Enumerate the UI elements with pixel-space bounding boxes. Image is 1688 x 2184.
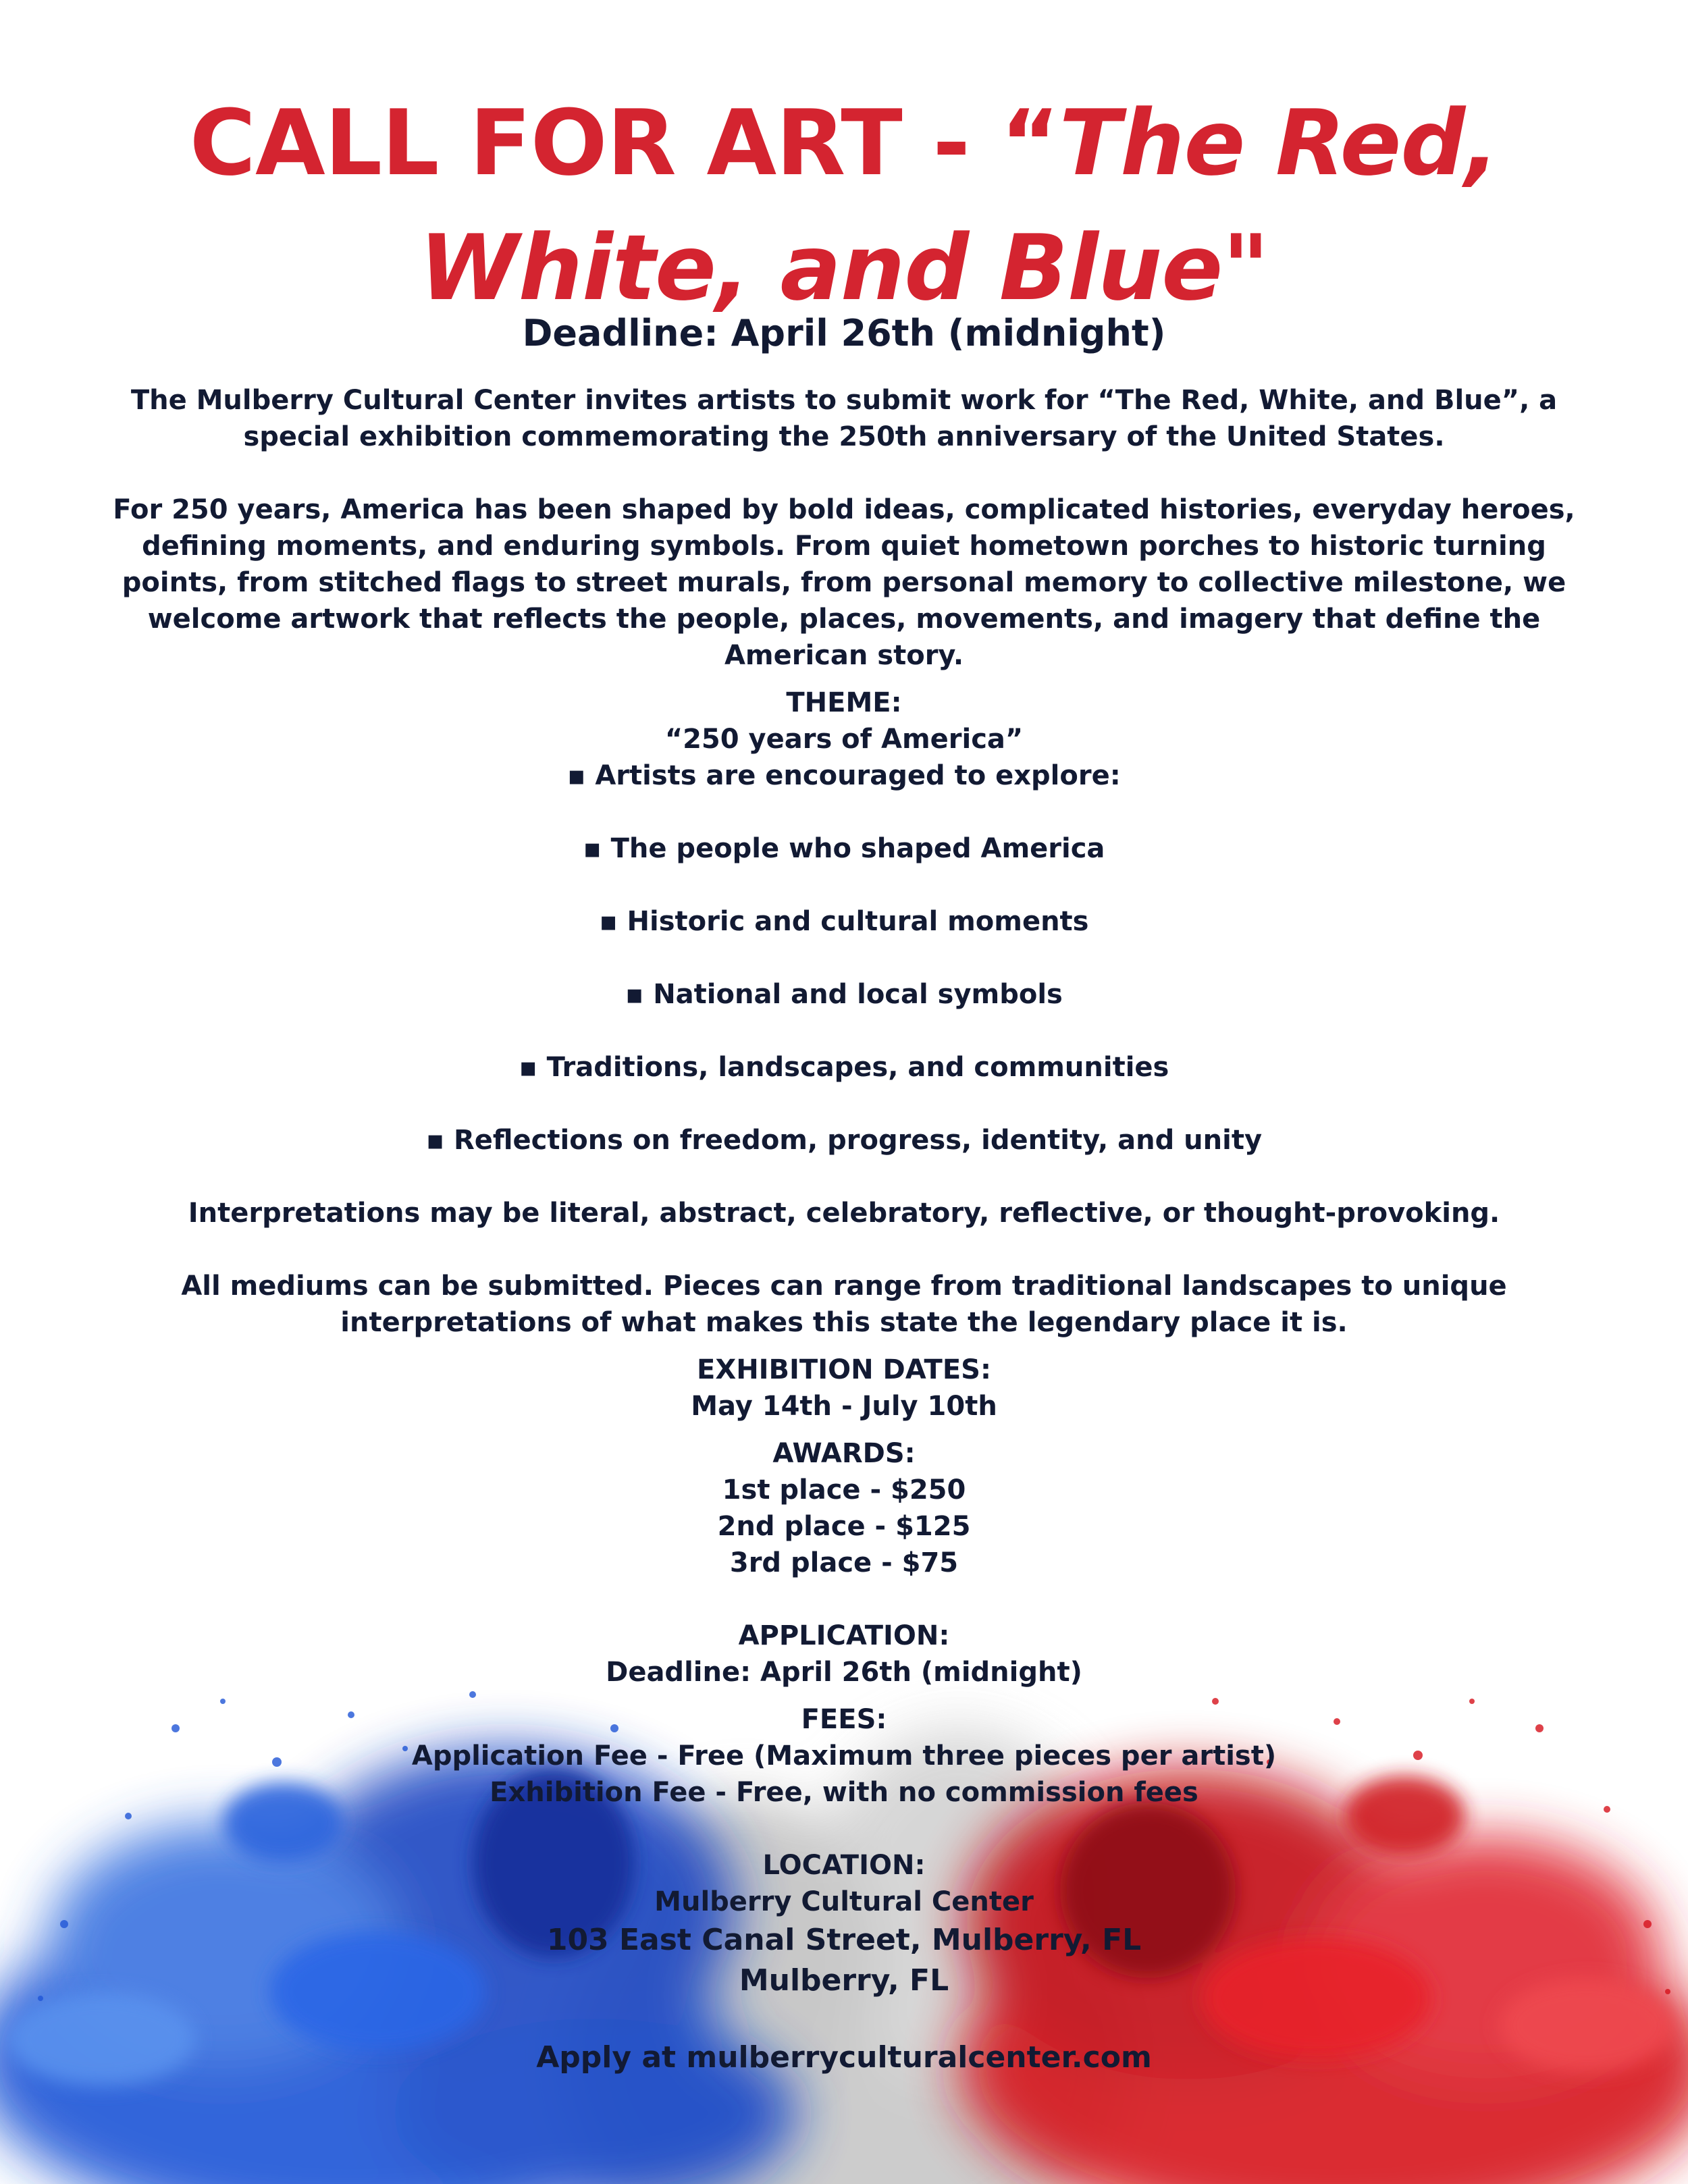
apply-link[interactable]: Apply at mulberryculturalcenter.com xyxy=(536,2040,1152,2075)
title-exhibition-name: The Red, White, and Blue xyxy=(419,90,1499,321)
fees-heading: FEES: xyxy=(801,1704,887,1735)
application-heading: APPLICATION: xyxy=(738,1620,950,1651)
fee-exhibition: Exhibition Fee - Free, with no commission fees xyxy=(490,1777,1198,1808)
award-second: 2nd place - $125 xyxy=(717,1511,971,1542)
fee-application: Application Fee - Free (Maximum three pieces per artist) xyxy=(411,1740,1277,1772)
theme-prompt: ▪ Artists are encouraged to explore: xyxy=(567,760,1121,791)
theme-name: “250 years of America” xyxy=(664,724,1024,755)
intro-paragraph: The Mulberry Cultural Center invites artists to submit work for “The Red, White, and Blue”, a special exhibition commemorating the 250th anniversary of the United States. xyxy=(130,385,1558,452)
application-deadline: Deadline: April 26th (midnight) xyxy=(606,1657,1082,1688)
mediums-text: All mediums can be submitted. Pieces can range from traditional landscapes to unique interpretations of what makes this state the legendary place it is. xyxy=(181,1271,1507,1338)
theme-item: ▪ Traditions, landscapes, and communities xyxy=(519,1052,1169,1083)
deadline-header: Deadline: April 26th (midnight) xyxy=(522,312,1166,354)
location-heading: LOCATION: xyxy=(762,1850,926,1881)
award-third: 3rd place - $75 xyxy=(729,1547,959,1578)
location-name: Mulberry Cultural Center xyxy=(654,1886,1034,1917)
title-suffix: " xyxy=(1222,215,1269,321)
main-body xyxy=(95,382,1593,2078)
theme-item: ▪ The people who shaped America xyxy=(583,833,1105,864)
theme-item: ▪ Reflections on freedom, progress, identity, and unity xyxy=(425,1125,1263,1156)
page-title xyxy=(101,81,1587,331)
theme-item: ▪ Historic and cultural moments xyxy=(599,906,1089,937)
interpretations-text: Interpretations may be literal, abstract, celebratory, reflective, or thought-provoking. xyxy=(188,1198,1500,1229)
award-first: 1st place - $250 xyxy=(722,1474,966,1506)
exhibition-heading: EXHIBITION DATES: xyxy=(697,1354,991,1385)
awards-heading: AWARDS: xyxy=(772,1438,916,1469)
location-address: 103 East Canal Street, Mulberry, FL xyxy=(546,1923,1142,1957)
description-paragraph: For 250 years, America has been shaped by bold ideas, complicated histories, everyday heroes, defining moments, and enduring symbols. From quiet hometown porches to historic turning points, from stitched flags to street murals, from personal memory to collective milestone, we welcome artwork that reflects the people, places, movements, and imagery that define the American story. xyxy=(113,494,1575,671)
exhibition-dates: May 14th - July 10th xyxy=(691,1391,997,1422)
title-prefix: CALL FOR ART - “ xyxy=(189,90,1059,196)
location-city: Mulberry, FL xyxy=(739,1963,949,1998)
theme-item: ▪ National and local symbols xyxy=(625,979,1063,1010)
theme-heading: THEME: xyxy=(786,687,902,718)
